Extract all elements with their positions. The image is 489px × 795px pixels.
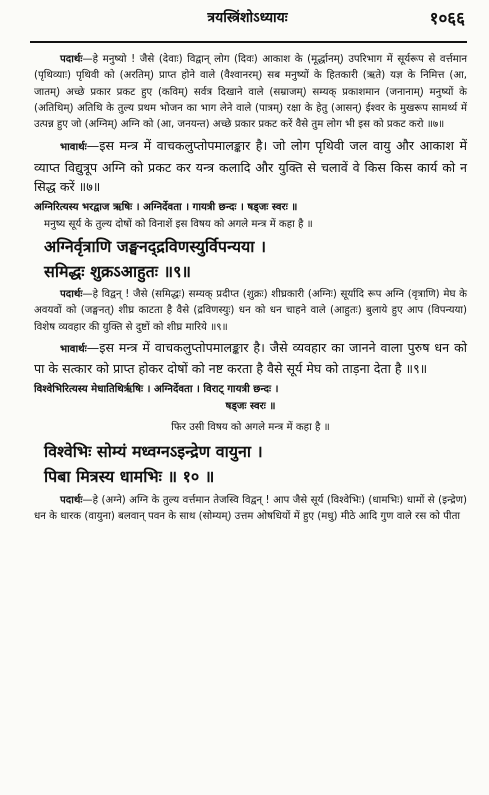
bhavartha-paragraph [34,136,467,197]
mantra-intro: फिर उसी विषय को अगले मन्त्र में कहा है ॥ [171,421,330,433]
padartha-paragraph [34,287,467,336]
bhavartha-text: —इस मन्त्र में वाचकलुप्तोपमालङ्कार है। जैसे व्यवहार का जानने वाला पुरुष धन को पा के सत्कार को प्राप्त होकर दोषों को नष्ट करता है वैसे सूर्य मेघ को ताड़ना देता है ॥९॥ [34,339,467,377]
mantra-line: पिबा मित्रस्य धामभिः ॥ १० ॥ [44,466,215,486]
padartha-paragraph [34,493,467,526]
bhavartha-paragraph [34,338,467,379]
padartha-label: पदार्थः [60,494,83,506]
padartha-label: पदार्थः [60,288,83,300]
padartha-label: पदार्थः [60,54,83,65]
header-rule [30,41,467,43]
mantra-line: अग्निर्वृत्राणि जङ्घनद्द्रविणस्युर्विपन्यया । [44,236,267,256]
mantra-line: विश्वेभिः सोम्यं मध्वग्नऽइन्द्रेण वायुना । [44,441,263,461]
rishi-devata-line: विश्वेभिरित्यस्य मेधातिथिर्ऋषिः । अग्निर्देवता । विराट् गायत्री छन्दः । [34,383,279,395]
mantra-intro: मनुष्य सूर्य के तुल्य दोषों को विनाशें इस विषय को अगले मन्त्र में कहा है ॥ [44,218,313,230]
padartha-paragraph [34,52,467,133]
rishi-devata-line: अग्निरित्यस्य भरद्वाज ऋषिः । अग्निर्देवता । गायत्री छन्दः । षड्जः स्वरः ॥ [34,201,298,213]
bhavartha-label: भावार्थः [60,343,87,355]
padartha-text: —हे (अग्ने) अग्नि के तुल्य वर्त्तमान तेजस्वि विद्वन् ! आप जैसे सूर्य (विश्वेभिः) (धामभिः) धामों से (इन्द्रेण) धन के धारक (वायुना) बलवान् पवन के साथ (सोम्यम्) उत्तम ओषधियों में हुए (मधु) मीठे आदि गुण वाले रस को पीता [34,494,467,523]
padartha-text: —हे विद्वन् ! जैसे (समिद्धः) सम्यक् प्रदीप्त (शुक्रः) शीघ्रकारी (अग्निः) सूर्यादि रूप अग्नि (वृत्राणि) मेघ के अवयवों को (जङ्घनत्) शीघ्र काटता है वैसे (द्रविणस्युः) धन को धन चाहने वाले (आहुतः) बुलाये हुए आप (विपन्यया) विशेष व्यवहार की युक्ति से दुष्टों को शीघ्र मारिये ॥९॥ [34,288,467,333]
page-body [34,52,467,525]
page-number: १०६६ [429,9,465,29]
svara-line: षड्जः स्वरः ॥ [225,400,276,412]
mantra-line: समिद्धः शुक्रऽआहुतः ॥९॥ [44,261,192,281]
bhavartha-label: भावार्थः [60,142,87,154]
padartha-text: —हे मनुष्यो ! जैसे (देवाः) विद्वान् लोग (दिवः) आकाश के (मूर्द्धानम्) उपरिभाग में सूर्यरूप से वर्त्तमान (पृथिव्याः) पृथिवी को (अरतिम्) प्राप्त होने वाले (वैश्वानरम्) सब मनुष्यों के हितकारी (ऋते) यज्ञ के निमित्त (आ, जातम्) अच्छे प्रकार प्रकट हुए (कविम्) सर्वत्र दिखाने वाले (सम्राजम्) सम्यक् प्रकाशमान (जनानाम्) मनुष्यों के (अतिथिम्) अतिथि के तुल्य प्रथम भोजन का भाग लेने वाले (पात्रम्) रक्षा के हेतु (आसन्) ईश्वर के मुखरूप सामर्थ्य में उत्पन्न हुए जो (अग्निम्) अग्नि को (आ, जनयन्त) अच्छे प्रकार प्रकट करें वैसे तुम लोग भी इस को प्रकट करो ॥७॥ [34,54,467,131]
bhavartha-text: —इस मन्त्र में वाचकलुप्तोपमालङ्कार है। जो लोग पृथिवी जल वायु और आकाश में व्याप्त विद्युत्रूप अग्नि को प्रकट कर यन्त्र कलादि और युक्ति से चलावें वे किस किस कार्य को न सिद्ध करें ॥७॥ [34,138,467,195]
chapter-title: त्रयस्त्रिंशोऽध्यायः [207,10,288,26]
running-header [30,4,465,32]
